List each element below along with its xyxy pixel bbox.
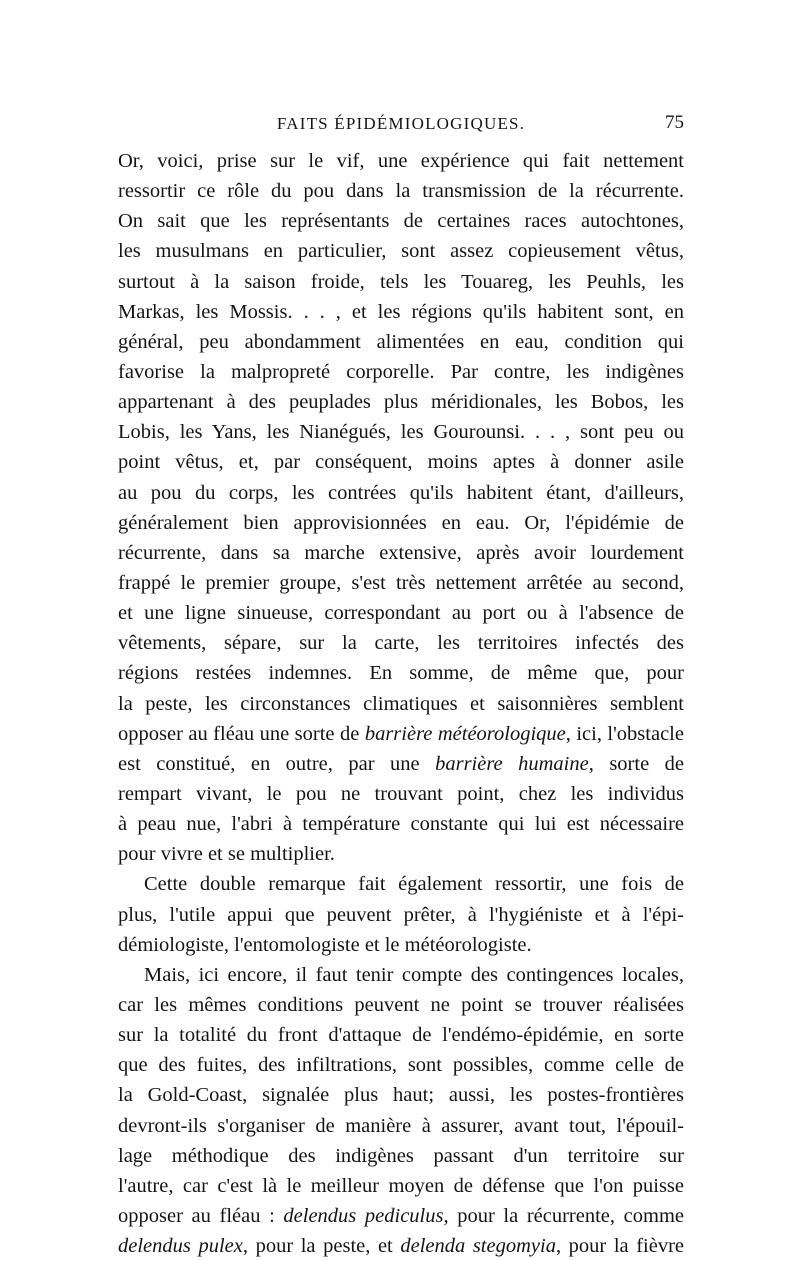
text-line: au pou du corps, les contrées qu'ils habitent étant, d'ailleurs, [118,481,684,504]
text-line-with-italic [118,1231,684,1261]
text-line: rempart vivant, le pou ne trouvant point, chez les individus [118,782,684,805]
text-line: Lobis, les Yans, les Nianégués, les Gourounsi. . . , sont peu ou [118,421,684,444]
text-line: généralement bien approvisionnées en eau. Or, l'épidémie de [118,511,684,534]
text-line: l'autre, car c'est là le meilleur moyen de défense que l'on puisse [118,1174,684,1197]
text-line: pour vivre et se multiplier. [118,843,335,866]
text-line: surtout à la saison froide, tels les Touareg, les Peuhls, les [118,270,684,293]
text-line: appartenant à des peuplades plus méridionales, les Bobos, les [118,391,684,414]
text-line: ressortir ce rôle du pou dans la transmission de la récurrente. [118,180,684,203]
body-text [118,146,684,1261]
text-line: la peste, les circonstances climatiques et saisonnières semblent [118,692,684,715]
text-line: les musulmans en particulier, sont assez copieusement vêtus, [118,240,684,263]
text-line: la Gold-Coast, signalée plus haut; aussi, les postes-frontières [118,1084,684,1107]
text-line: que des fuites, des infiltrations, sont possibles, comme celle de [118,1054,684,1077]
italic-term: delenda stegomyia [400,1235,556,1258]
text-line: Cette double remarque fait également ressortir, une fois de [144,873,684,896]
italic-term: barrière humaine [435,752,589,775]
text-line: On sait que les représentants de certaines races autochtones, [118,210,684,233]
text-line: vêtements, sépare, sur la carte, les territoires infectés des [118,632,684,655]
text-line-with-italic [118,749,684,779]
text-segment: , sorte de [588,752,684,775]
text-line: Markas, les Mossis. . . , et les régions qu'ils habitent sont, en [118,300,684,323]
text-line: général, peu abondamment alimentées en eau, condition qui [118,330,684,353]
text-segment: opposer au fléau : [118,1204,284,1227]
text-line-with-italic [118,719,684,749]
text-line: récurrente, dans sa marche extensive, après avoir lourdement [118,541,684,564]
text-line: à peau nue, l'abri à température constante qui lui est nécessaire [118,813,684,836]
paragraph-3 [118,960,684,1261]
italic-term: barrière météorologique [364,722,566,745]
text-segment: , pour la peste, et [242,1235,401,1258]
text-segment: opposer au fléau une sorte de [118,722,365,745]
text-line: frappé le premier groupe, s'est très nettement arrêtée au second, [118,571,684,594]
running-head [118,112,684,138]
text-line-with-italic [118,1201,684,1231]
text-line: point vêtus, et, par conséquent, moins aptes à donner asile [118,451,684,474]
italic-term: delendus pulex [118,1235,243,1258]
italic-term: delendus pediculus [283,1204,444,1227]
text-line: lage méthodique des indigènes passant d'un territoire sur [118,1144,684,1167]
text-segment: , ici, l'obstacle [565,722,684,745]
paragraph-1 [118,146,684,869]
text-line: sur la totalité du front d'attaque de l'endémo-épidémie, en sorte [118,1024,684,1047]
text-line: Mais, ici encore, il faut tenir compte des contingences locales, [144,963,684,986]
text-line: et une ligne sinueuse, correspondant au port ou à l'absence de [118,602,684,625]
page-number: 75 [665,112,684,133]
running-title: FAITS ÉPIDÉMIOLOGIQUES. [276,114,526,133]
text-segment: est constitué, en outre, par une [118,752,436,775]
text-line: car les mêmes conditions peuvent ne point se trouver réalisées [118,993,684,1016]
text-line: favorise la malpropreté corporelle. Par contre, les indigènes [118,360,684,383]
text-segment: , pour la récurrente, comme [443,1204,684,1227]
text-line: plus, l'utile appui que peuvent prêter, à l'hygiéniste et à l'épi- [118,903,684,926]
text-segment: , pour la fièvre [555,1235,684,1258]
text-line: devront-ils s'organiser de manière à assurer, avant tout, l'épouil- [118,1114,684,1137]
text-line: démiologiste, l'entomologiste et le météorologiste. [118,933,532,956]
paragraph-2 [118,869,684,959]
text-line: Or, voici, prise sur le vif, une expérience qui fait nettement [118,150,684,172]
text-line: régions restées indemnes. En somme, de même que, pour [118,662,684,685]
